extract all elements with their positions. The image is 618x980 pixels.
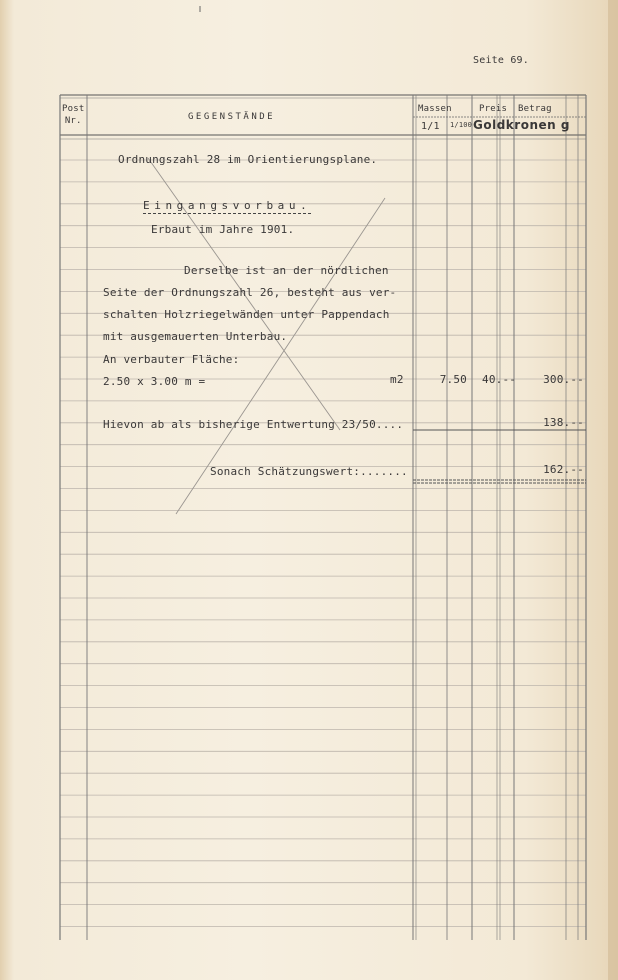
header-post-nr: Post Nr. <box>62 104 85 126</box>
section-title: Eingangsvorbau. <box>143 199 312 212</box>
flaeche-label: An verbauter Fläche: <box>103 353 240 366</box>
massen-value: 7.50 <box>439 373 467 386</box>
header-betrag: Betrag <box>518 104 552 114</box>
desc-line-3: schalten Holzriegelwänden unter Pappendach <box>103 308 390 321</box>
deduction-value: 138.-- <box>543 416 584 429</box>
price-value: 40.-- <box>482 373 517 386</box>
estimate-label: Sonach Schätzungswert:....... <box>210 465 408 478</box>
betrag-value: 300.-- <box>543 373 584 386</box>
desc-line-1: Derselbe ist an der nördlichen <box>184 264 389 277</box>
deduction-label: Hievon ab als bisherige Entwertung 23/50.... <box>103 418 404 431</box>
header-preis: Preis <box>479 104 508 114</box>
desc-line-4: mit ausgemauerten Unterbau. <box>103 330 288 343</box>
header-massen-sub2: 1/100 <box>450 121 473 129</box>
desc-line-2: Seite der Ordnungszahl 26, besteht aus ver- <box>103 286 397 299</box>
header-gegenstaende: GEGENSTÄNDE <box>188 112 276 122</box>
header-currency-stamp: Goldkronen g <box>473 118 570 132</box>
estimate-value: 162.-- <box>543 463 584 476</box>
header-massen-sub1: 1/1 <box>421 121 440 132</box>
entry-ordnungszahl: Ordnungszahl 28 im Orientierungsplane. <box>118 153 378 166</box>
header-massen: Massen <box>418 104 452 114</box>
entry-erbaut: Erbaut im Jahre 1901. <box>151 223 295 236</box>
calc-line: 2.50 x 3.00 m = <box>103 375 206 388</box>
unit-m2: m2 <box>390 373 404 386</box>
page-number: Seite 69. <box>473 55 529 66</box>
